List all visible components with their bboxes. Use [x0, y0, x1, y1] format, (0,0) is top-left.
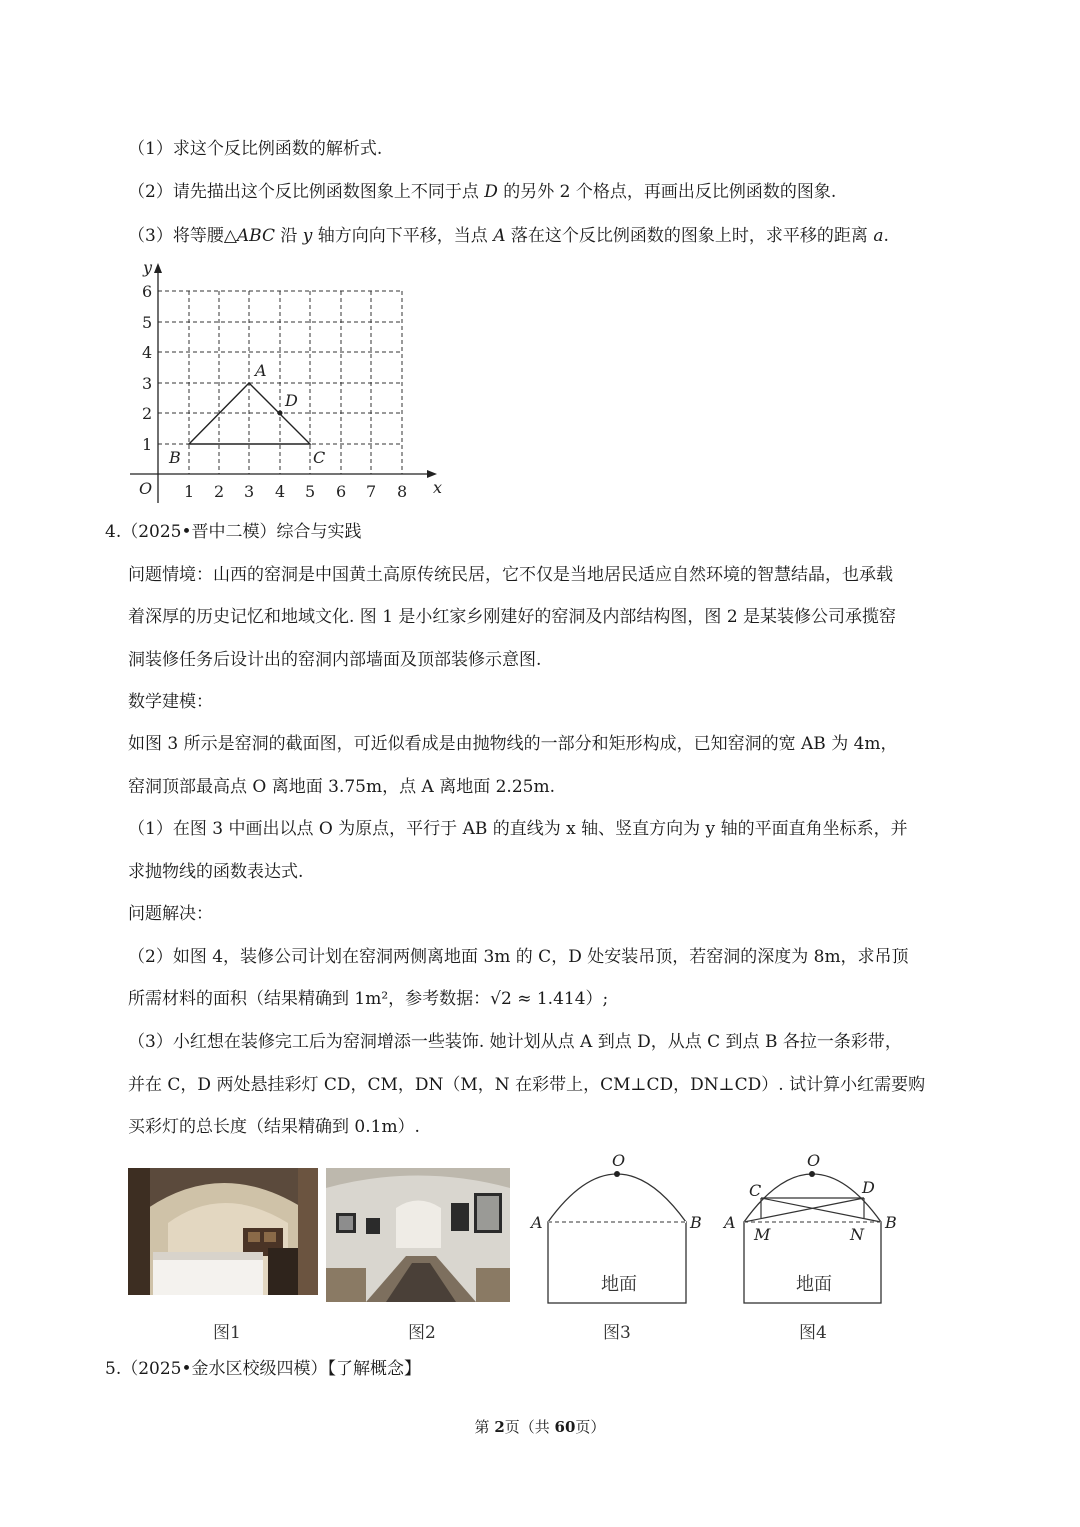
figure1-photo [128, 1168, 318, 1295]
text-seg: A [493, 226, 506, 246]
footer-text: 页（共 [504, 1418, 555, 1436]
x-tick: 3 [244, 482, 255, 501]
text-seg: 轴方向向下平移，当点 [312, 226, 494, 246]
q4-part1: （1）在图 3 中画出以点 O 为原点，平行于 AB 的直线为 x 轴、竖直方向为 y 轴的平面直角坐标系，并 [128, 819, 908, 839]
x-tick: 1 [184, 482, 195, 501]
text-seg: 的另外 2 个格点，再画出反比例函数的图象. [497, 182, 837, 202]
y-tick: 1 [142, 435, 153, 454]
x-tick: 4 [275, 482, 286, 501]
x-tick: 5 [305, 482, 316, 501]
y-tick: 2 [142, 404, 153, 423]
fig3-point-b-label: B [690, 1213, 702, 1232]
fig4-point-n-label: N [850, 1225, 864, 1244]
origin-label: O [139, 479, 153, 498]
y-tick: 5 [142, 313, 153, 332]
total-pages: 60 [554, 1418, 576, 1436]
figure4-diagram [720, 1150, 910, 1305]
text-seg: 落在这个反比例函数的图象上时，求平移的距离 [505, 226, 874, 246]
text-seg: D [484, 182, 498, 202]
q4-text-line: 所需材料的面积（结果精确到 1m²，参考数据：√2 ≈ 1.414）; [128, 989, 609, 1009]
point-b-label: B [169, 448, 181, 467]
page-footer [0, 1416, 1080, 1437]
x-tick: 6 [336, 482, 347, 501]
point-a-label: A [255, 361, 267, 380]
q4-section-solving: 问题解决： [128, 904, 213, 924]
y-tick: 6 [142, 282, 153, 301]
q4-text-line: 洞装修任务后设计出的窑洞内部墙面及顶部装修示意图. [128, 650, 542, 670]
y-tick: 3 [142, 374, 153, 393]
text-seg: （3）将等腰△ [128, 226, 237, 246]
text-seg: y [302, 226, 313, 246]
fig3-point-o-label: O [612, 1151, 626, 1170]
fig3-point-a-label: A [531, 1213, 543, 1232]
figure3-diagram [525, 1150, 715, 1305]
x-tick: 2 [214, 482, 225, 501]
q4-text-line: 并在 C，D 两处悬挂彩灯 CD，CM，DN（M，N 在彩带上，CM⊥CD，DN⊥CD）. 试计算小红需要购 [128, 1075, 926, 1095]
y-axis-label: y [143, 258, 153, 277]
q3-part2 [128, 180, 836, 204]
fig4-point-b-label: B [885, 1213, 897, 1232]
q4-text-line: 如图 3 所示是窑洞的截面图，可近似看成是由抛物线的一部分和矩形构成，已知窑洞的宽 AB 为 4m， [128, 734, 898, 754]
figure2-photo [326, 1168, 510, 1302]
x-tick: 8 [397, 482, 408, 501]
text-seg: 沿 [274, 226, 303, 246]
x-axis-label: x [433, 478, 443, 497]
fig4-point-d-label: D [862, 1178, 875, 1197]
figure1-caption: 图1 [213, 1323, 241, 1343]
q4-text-line: 着深厚的历史记忆和地域文化. 图 1 是小红家乡刚建好的窑洞及内部结构图，图 2 是某装修公司承揽窑 [128, 607, 897, 627]
q4-text-line: 买彩灯的总长度（结果精确到 0.1m）. [128, 1117, 420, 1137]
q3-part3 [128, 224, 889, 248]
q4-text-line: 问题情境：山西的窑洞是中国黄土高原传统民居，它不仅是当地居民适应自然环境的智慧结晶，也承载 [128, 565, 893, 585]
fig4-point-o-label: O [807, 1151, 821, 1170]
text-seg: ABC [236, 226, 275, 246]
point-c-label: C [313, 448, 326, 467]
text-seg: . [883, 226, 889, 246]
text-seg: a [873, 226, 884, 246]
page-number: 2 [494, 1418, 505, 1436]
fig4-point-c-label: C [749, 1181, 762, 1200]
q3-part1: （1）求这个反比例函数的解析式. [128, 139, 383, 159]
coordinate-grid-figure [125, 255, 455, 510]
q4-text-line: 窑洞顶部最高点 O 离地面 3.75m，点 A 离地面 2.25m. [128, 777, 555, 797]
footer-text: 页） [575, 1418, 606, 1436]
y-tick: 4 [142, 343, 153, 362]
footer-text: 第 [474, 1418, 495, 1436]
q4-heading: 4.（2025•晋中二模）综合与实践 [105, 522, 362, 542]
fig4-point-a-label: A [724, 1213, 736, 1232]
x-tick: 7 [366, 482, 377, 501]
fig4-point-m-label: M [754, 1225, 771, 1244]
figure4-caption: 图4 [799, 1323, 827, 1343]
q4-part3: （3）小红想在装修完工后为窑洞增添一些装饰. 她计划从点 A 到点 D，从点 C 到点 B 各拉一条彩带， [128, 1032, 902, 1052]
fig4-ground-label: 地面 [796, 1274, 832, 1295]
q4-part2: （2）如图 4，装修公司计划在窑洞两侧离地面 3m 的 C，D 处安装吊顶，若窑洞的深度为 8m，求吊顶 [128, 947, 909, 967]
q5-heading: 5.（2025•金水区校级四模）【了解概念】 [105, 1359, 422, 1379]
q4-text-line: 求抛物线的函数表达式. [128, 862, 304, 882]
text-seg: （2）请先描出这个反比例函数图象上不同于点 [128, 182, 485, 202]
point-d-label: D [285, 391, 298, 410]
q4-section-modeling: 数学建模： [128, 692, 213, 712]
figure3-caption: 图3 [603, 1323, 631, 1343]
figure2-caption: 图2 [408, 1323, 436, 1343]
fig3-ground-label: 地面 [601, 1274, 637, 1295]
